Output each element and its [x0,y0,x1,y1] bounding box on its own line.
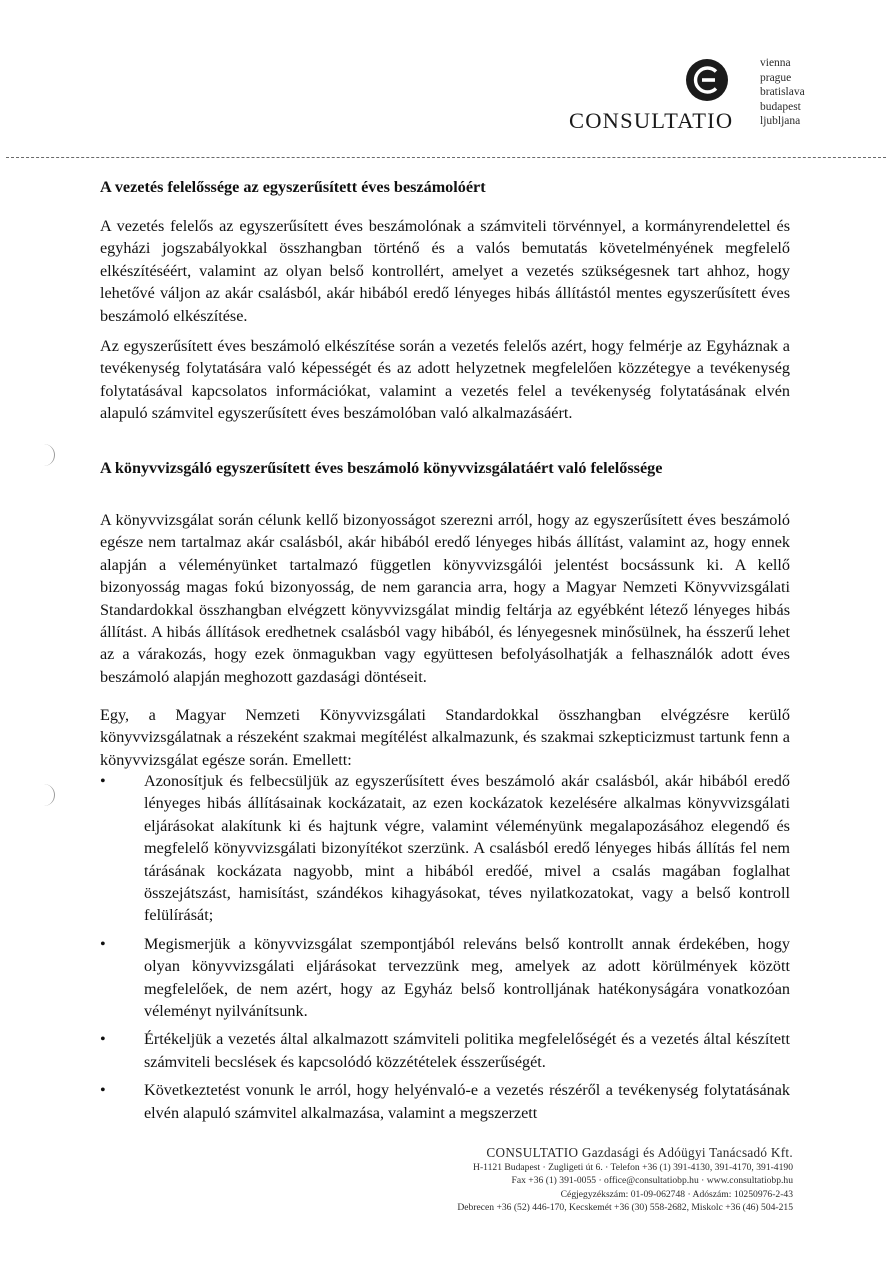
city-item: budapest [760,100,801,113]
header-divider [6,157,886,158]
audit-procedures-list [100,770,790,1124]
paragraph: A vezetés felelős az egyszerűsített éves beszámolónak a számviteli törvénnyel, a kormányrendelettel és egyházi jogszabályokkal összhangban történő és a valós bemutatás követelményének megfelelő elkészítéséért, valamint az olyan belső kontrollért, amelyet a vezetés szükségesnek tart ahhoz, hogy lehetővé váljon az akár csalásból, akár hibából eredő lényeges hibás állítástól mentes egyszerűsített éves beszámoló elkészítése. [100,217,790,325]
consultatio-logo-icon [685,58,729,102]
punch-hole-mark [40,444,55,466]
list-item: • Azonosítjuk és felbecsüljük az egyszerűsített éves beszámoló akár csalásból, akár hibából eredő lényeges hibás állításainak kockázatait, az ezen kockázatok kezelésére alkalmas könyvvizsgálati eljárásokat alakítunk ki és hajtunk végre, valamint véleményünk megalapozásához elegendő és megfelelő könyvvizsgálati bizonyítékot szerzünk. A csalásból eredő lényeges hibás állítás fel nem tárásának kockázata nagyobb, mint a hibából eredőé, mivel a csalás magában foglalhat összejátszást, hamisítást, szándékos kihagyásokat, téves nyilatkozatokat, vagy a belső kontroll felülírását; [100,770,790,927]
paragraph: Az egyszerűsített éves beszámoló elkészítése során a vezetés felelős azért, hogy felmérje az Egyháznak a tevékenység folytatására való képességét és az adott helyzetnek megfelelően közzétegye a tevékenység folytatásával kapcsolatos információkat, valamint a vezetés felel a tevékenység folytatásának elvén alapuló számvitel egyszerűsített éves beszámolóban való alkalmazásáért. [100,337,790,423]
city-item: prague [760,71,792,84]
city-item: bratislava [760,86,805,98]
footer-company: CONSULTATIO Gazdasági és Adóügyi Tanácsadó Kft. [486,1145,793,1160]
paragraph: A könyvvizsgálat során célunk kellő bizonyosságot szerezni arról, hogy az egyszerűsített éves beszámoló egésze nem tartalmaz akár csalásból, akár hibából eredő lényeges hibás állítást, valamint az, hogy ennek alapján a véleményünket tartalmazó független könyvvizsgálói jelentést bocsássunk ki. A kellő bizonyosság magas fokú bizonyosság, de nem garancia arra, hogy a Magyar Nemzeti Könyvvizsgálati Standardokkal összhangban elvégzett könyvvizsgálat mindig feltárja az egyébként létező lényeges hibás állítást. A hibás állítások eredhetnek csalásból vagy hibából, és lényegesnek minősülnek, ha ésszerű lehet az a várakozás, hogy ezek önmagukban vagy együttesen befolyásolhatják a felhasználók adott éves beszámoló alapján meghozott gazdasági döntéseit. [100,511,790,686]
city-item: ljubljana [760,115,801,127]
office-cities [760,56,805,129]
city-item: vienna [760,57,791,69]
footer-contact: Fax +36 (1) 391-0055 · office@consultatiobp.hu · www.consultatiobp.hu [511,1175,793,1187]
paragraph: Egy, a Magyar Nemzeti Könyvvizsgálati Standardokkal összhangban elvégzésre kerülő könyvvizsgálatnak a részeként szakmai megítélést alkalmazunk, és szakmai szkepticizmust tartunk fenn a könyvvizsgálat egésze során. Emellett: [100,706,790,769]
footer-registry: Cégjegyzékszám: 01-09-062748 · Adószám: 10250976-2-43 [560,1188,793,1200]
list-item: • Következtetést vonunk le arról, hogy helyénvaló-e a vezetés részéről a tevékenység folytatásának elvén alapuló számvitel alkalmazása, valamint a megszerzett [100,1079,790,1124]
section-heading-management: A vezetés felelőssége az egyszerűsített éves beszámolóért [100,178,486,196]
list-item: • Megismerjük a könyvvizsgálat szempontjából releváns belső kontrollt annak érdekében, hogy olyan könyvvizsgálati eljárásokat tervezzünk meg, amelyek az adott körülmények között megfelelőek, de nem azért, hogy az Egyház belső kontrolljának hatékonyságára vonatkozóan véleményt nyilvánítsunk. [100,933,790,1023]
letterhead-footer [457,1144,793,1214]
brand-name: CONSULTATIO [569,108,734,133]
list-item: • Értékeljük a vezetés által alkalmazott számviteli politika megfelelőségét és a vezetés által készített számviteli becslések és kapcsolódó közzétételek ésszerűségét. [100,1028,790,1073]
punch-hole-mark [40,784,55,806]
footer-branches: Debrecen +36 (52) 446-170, Kecskemét +36 (30) 558-2682, Miskolc +36 (46) 504-215 [457,1201,793,1213]
section-heading-auditor: A könyvvizsgáló egyszerűsített éves beszámoló könyvvizsgálatáért való felelőssége [100,459,663,477]
footer-address: H-1121 Budapest · Zugligeti út 6. · Telefon +36 (1) 391-4130, 391-4170, 391-4190 [473,1162,793,1173]
